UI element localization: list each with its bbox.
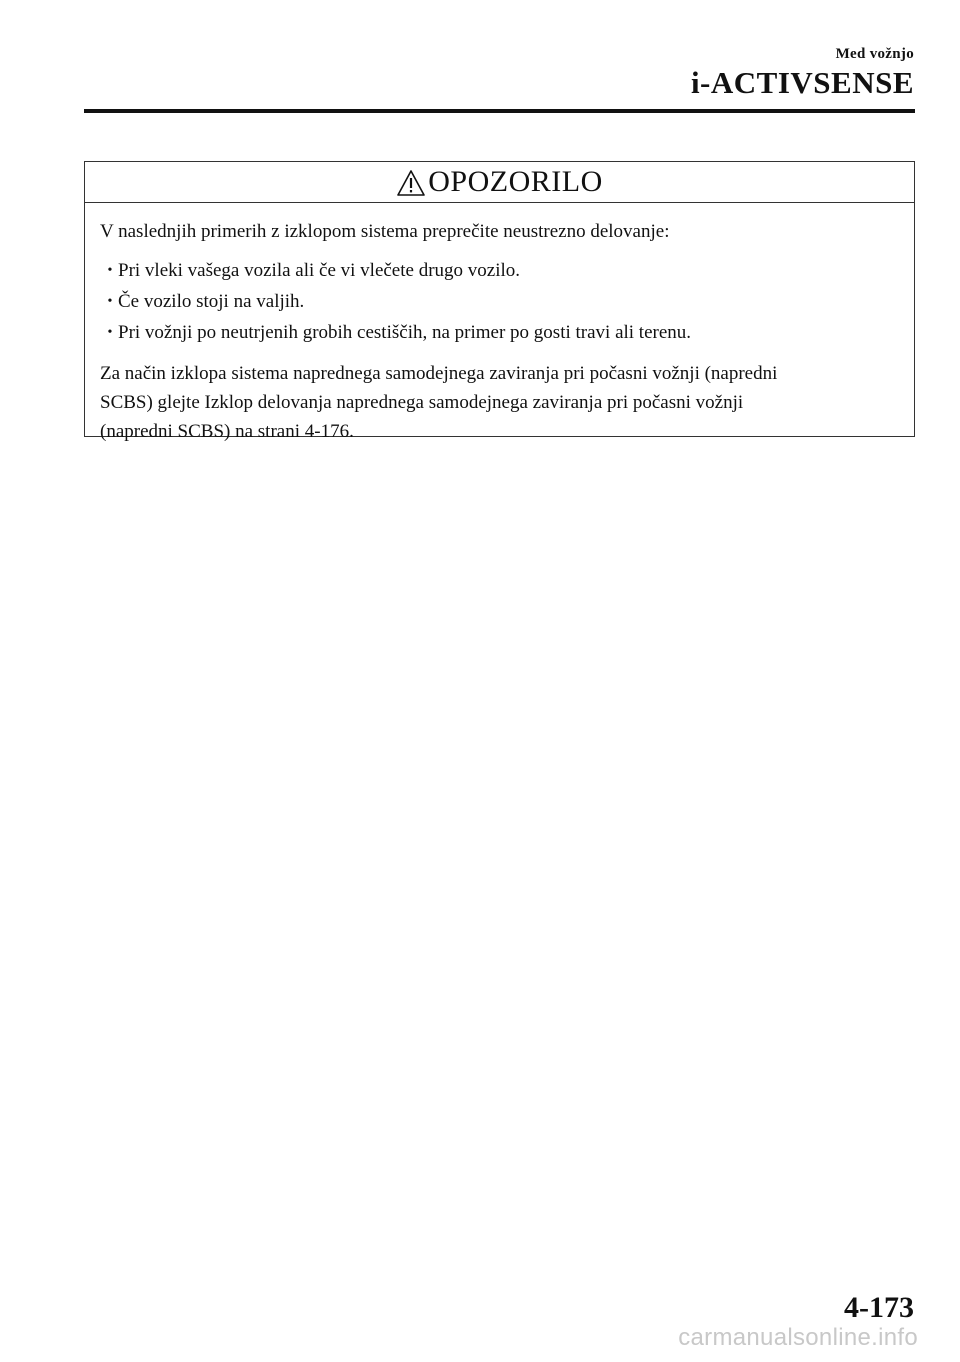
page-number: 4-173 — [844, 1291, 914, 1324]
warning-bullet-list — [100, 256, 898, 349]
list-item-text: Pri vleki vašega vozila ali če vi vlečete drugo vozilo. — [118, 260, 521, 281]
header-section-title: Med vožnjo — [835, 46, 914, 62]
list-item — [102, 256, 898, 287]
list-item-text: Pri vožnji po neutrjenih grobih cestiščih, na primer po gosti travi ali terenu. — [118, 322, 692, 343]
warning-closing-line: Za način izklopa sistema naprednega samodejnega zaviranja pri počasni vožnji (napredni — [100, 363, 778, 384]
warning-box — [84, 161, 915, 442]
warning-body — [85, 203, 914, 446]
warning-intro: V naslednjih primerih z izklopom sistema preprečite neustrezno delovanje: — [100, 221, 670, 242]
bullet-dot-icon: • — [107, 325, 113, 340]
warning-title-row — [85, 162, 914, 203]
list-item — [102, 318, 898, 349]
warning-title: OPOZORILO — [428, 165, 603, 198]
watermark: carmanualsonline.info — [678, 1324, 918, 1351]
warning-closing-line: SCBS) glejte Izklop delovanja naprednega samodejnega zaviranja pri počasni vožnji — [100, 392, 744, 413]
header-chapter-title: i-ACTIVSENSE — [690, 65, 914, 100]
header-rule — [84, 109, 915, 113]
list-item-text: Če vozilo stoji na valjih. — [118, 291, 305, 312]
warning-triangle-icon — [396, 169, 426, 197]
warning-closing-line: (napredni SCBS) na strani 4-176. — [100, 421, 354, 442]
bullet-dot-icon: • — [107, 294, 113, 309]
list-item — [102, 287, 898, 318]
bullet-dot-icon: • — [107, 263, 113, 278]
warning-closing — [100, 359, 898, 446]
